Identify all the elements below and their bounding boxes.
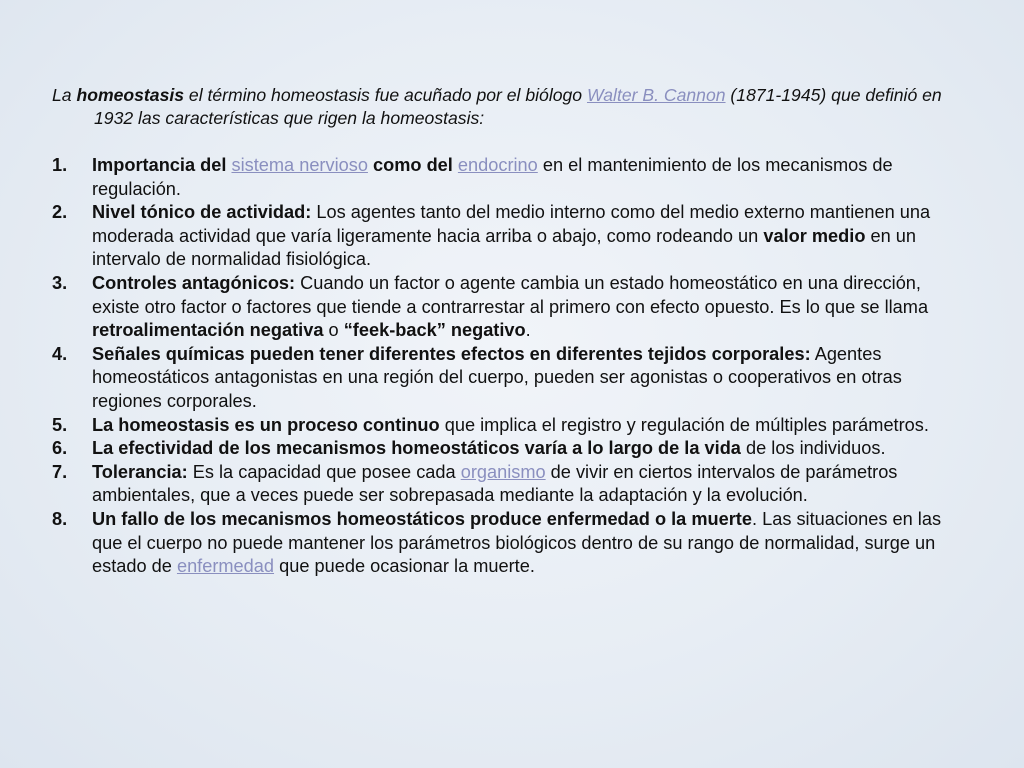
item-number: 5. xyxy=(52,414,68,435)
organismo-link[interactable]: organismo xyxy=(460,461,546,482)
item-bold: valor medio xyxy=(763,225,866,246)
intro-text-1: el término homeostasis fue acuñado por el biólogo xyxy=(184,85,587,105)
item-bold: “feek-back” negativo xyxy=(343,320,526,341)
intro-prefix: La xyxy=(52,85,77,105)
intro-text-2: (1871-1945) que definió en 1932 las características que rigen la homeostasis: xyxy=(94,85,942,128)
item-text: Agentes homeostáticos antagonistas en una región del cuerpo, pueden ser agonistas o cooperativos en otras regiones corporales. xyxy=(92,343,902,411)
item-bold: Señales químicas pueden tener diferentes efectos en diferentes tejidos corporales: xyxy=(92,343,811,364)
item-text: Los agentes tanto del medio interno como del medio externo mantienen una moderada actividad que varía ligeramente hacia arriba o abajo, como rodeando un xyxy=(92,202,931,246)
item-number: 1. xyxy=(52,155,68,175)
item-number: 4. xyxy=(52,343,68,364)
item-bold: Tolerancia: xyxy=(92,461,188,482)
list-item xyxy=(52,343,957,414)
item-text: de vivir en ciertos intervalos de parámetros ambientales, que a veces puede ser sobrepasada mediante la adaptación y la evolución. xyxy=(92,461,898,506)
item-bold: La efectividad de los mecanismos homeostáticos varía a lo largo de la vida xyxy=(92,438,741,459)
item-number: 6. xyxy=(52,438,68,459)
endocrino-link[interactable]: endocrino xyxy=(457,155,538,175)
intro-paragraph xyxy=(52,84,957,130)
list-item xyxy=(52,154,957,201)
list-item xyxy=(52,201,957,272)
slide-content xyxy=(52,84,957,579)
item-text: en el mantenimiento de los mecanismos de regulación. xyxy=(92,155,893,199)
item-number: 8. xyxy=(52,508,68,529)
item-number: 2. xyxy=(52,202,68,223)
item-text: . xyxy=(525,320,531,341)
item-number: 7. xyxy=(52,461,68,482)
item-text: que implica el registro y regulación de múltiples parámetros. xyxy=(439,414,929,435)
item-bold: Nivel tónico de actividad: xyxy=(92,202,312,223)
item-text: . Las situaciones en las que el cuerpo no puede mantener los parámetros biológicos dentro de su rango de normalidad, surge un estado de xyxy=(92,508,942,577)
item-text: de los individuos. xyxy=(740,438,886,459)
item-text: o xyxy=(323,320,344,341)
item-text: que puede ocasionar la muerte. xyxy=(274,556,535,577)
item-bold: como del xyxy=(367,155,458,175)
walter-cannon-link[interactable]: Walter B. Cannon xyxy=(586,85,726,105)
item-text: Es la capacidad que posee cada xyxy=(187,461,461,482)
item-bold: Controles antagónicos: xyxy=(92,272,296,293)
item-bold: La homeostasis es un proceso continuo xyxy=(92,414,440,435)
item-text: en un intervalo de normalidad fisiológica. xyxy=(92,225,917,270)
homeostasis-characteristics-list xyxy=(52,154,957,579)
list-item xyxy=(52,414,957,438)
item-bold: Importancia del xyxy=(92,155,232,175)
list-item xyxy=(52,437,957,461)
enfermedad-link[interactable]: enfermedad xyxy=(176,556,275,577)
sistema-nervioso-link[interactable]: sistema nervioso xyxy=(231,155,368,175)
list-item xyxy=(52,272,957,343)
item-bold: retroalimentación negativa xyxy=(92,320,324,341)
list-item xyxy=(52,461,957,508)
item-number: 3. xyxy=(52,272,68,293)
item-bold: Un fallo de los mecanismos homeostáticos produce enfermedad o la muerte xyxy=(92,508,752,529)
intro-term: homeostasis xyxy=(76,85,185,105)
list-item xyxy=(52,508,957,579)
item-text: Cuando un factor o agente cambia un estado homeostático en una dirección, existe otro factor o factores que tiende a contrarrestar al primero con efecto opuesto. Es lo que se llama xyxy=(92,272,929,317)
